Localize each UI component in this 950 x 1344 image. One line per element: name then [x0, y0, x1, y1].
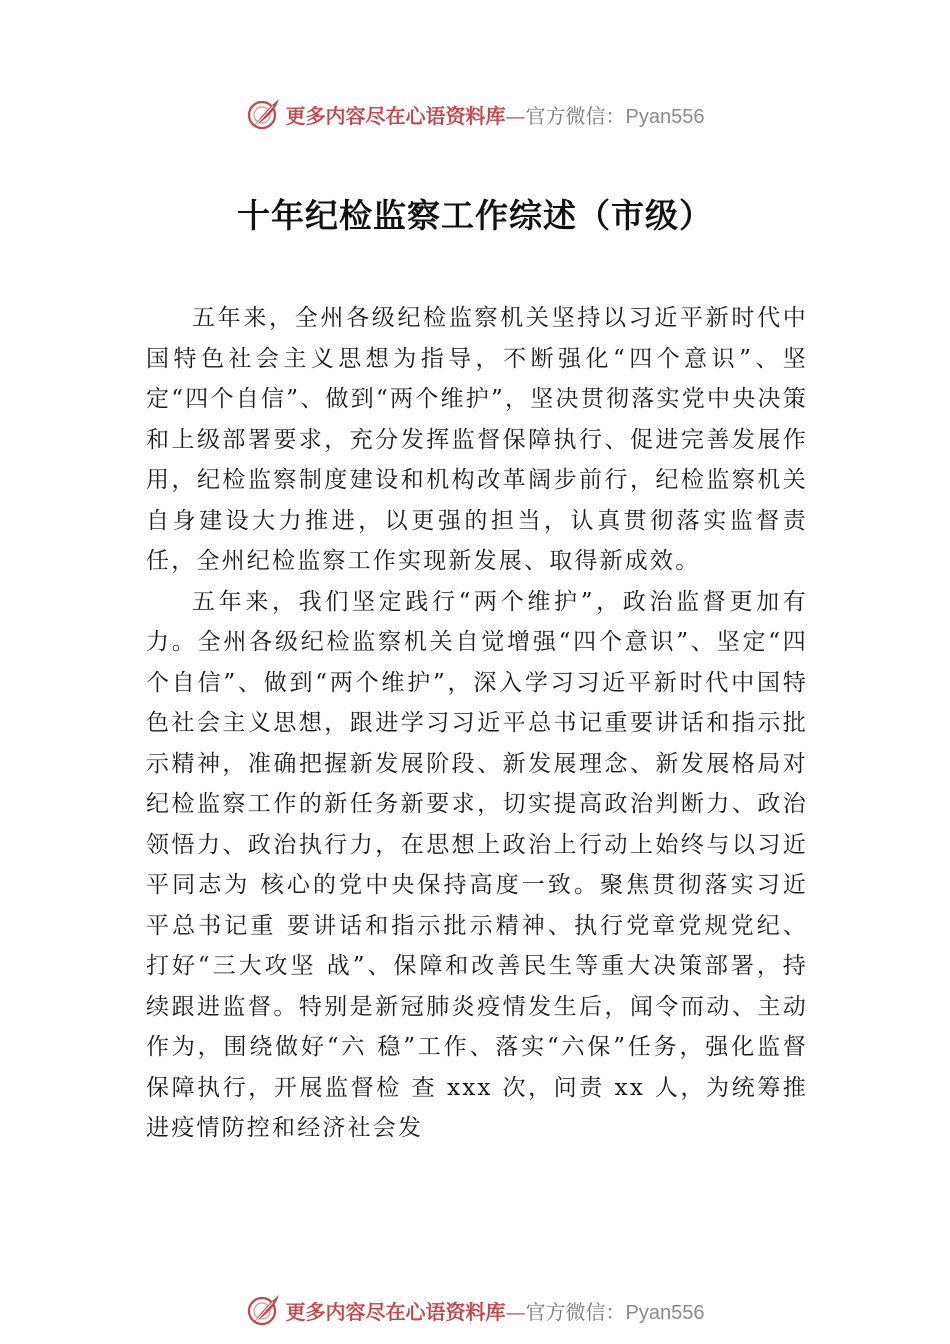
- banner-text: [286, 1296, 705, 1325]
- quill-pen-logo-icon: [246, 96, 282, 132]
- banner-slogan: 更多内容尽在心语资料库: [285, 103, 506, 128]
- banner-wechat-id: Pyan556: [625, 1301, 705, 1324]
- quill-pen-logo-icon: [246, 1292, 282, 1328]
- banner-dash: —: [505, 103, 526, 128]
- banner-wechat-id: Pyan556: [625, 105, 705, 128]
- document-body: [146, 298, 808, 1149]
- document-title: 十年纪检监察工作综述（市级）: [237, 196, 713, 235]
- banner-text: [286, 100, 705, 129]
- footer-banner: [0, 1290, 950, 1330]
- banner-dash: —: [505, 1299, 526, 1324]
- header-banner: [0, 94, 950, 134]
- paragraph-2: 五年来，我们坚定践行“两个维护”，政治监督更加有力。全州各级纪检监察机关自觉增强“四个意识”、坚定“四个自信”、做到“两个维护”，深入学习习近平新时代中国特色社会主义思想，跟进学习习近平总书记重要讲话和指示批示精神，准确把握新发展阶段、新发展理念、新发展格局对纪检监察工作的新任务新要求，切实提高政治判断力、政治领悟力、政治执行力，在思想上政治上行动上始终与以习近平同志为 核心的党中央保持高度一致。聚焦贯彻落实习近平总书记重 要讲话和指示批示精神、执行党章党规党纪、打好“三大攻坚 战”、保障和改善民生等重大决策部署，持续跟进监督。特别是新冠肺炎疫情发生后，闻令而动、主动作为，围绕做好“六 稳”工作、落实“六保”任务，强化监督保障执行，开展监督检 查 xxx 次，问责 xx 人，为统筹推进疫情防控和经济社会发: [146, 588, 808, 1141]
- paragraph-1: 五年来，全州各级纪检监察机关坚持以习近平新时代中国特色社会主义思想为指导，不断强化“四个意识”、坚定“四个自信”、做到“两个维护”，坚决贯彻落实党中央决策和上级部署要求，充分发挥监督保障执行、促进完善发展作用，纪检监察制度建设和机构改革阔步前行，纪检监察机关自身建设大力推进，以更强的担当，认真贯彻落实监督责任，全州纪检监察工作实现新发展、取得新成效。: [146, 305, 808, 574]
- banner-wechat-label: 官方微信：: [525, 1299, 626, 1324]
- banner-slogan: 更多内容尽在心语资料库: [285, 1299, 506, 1324]
- banner-wechat-label: 官方微信：: [525, 103, 626, 128]
